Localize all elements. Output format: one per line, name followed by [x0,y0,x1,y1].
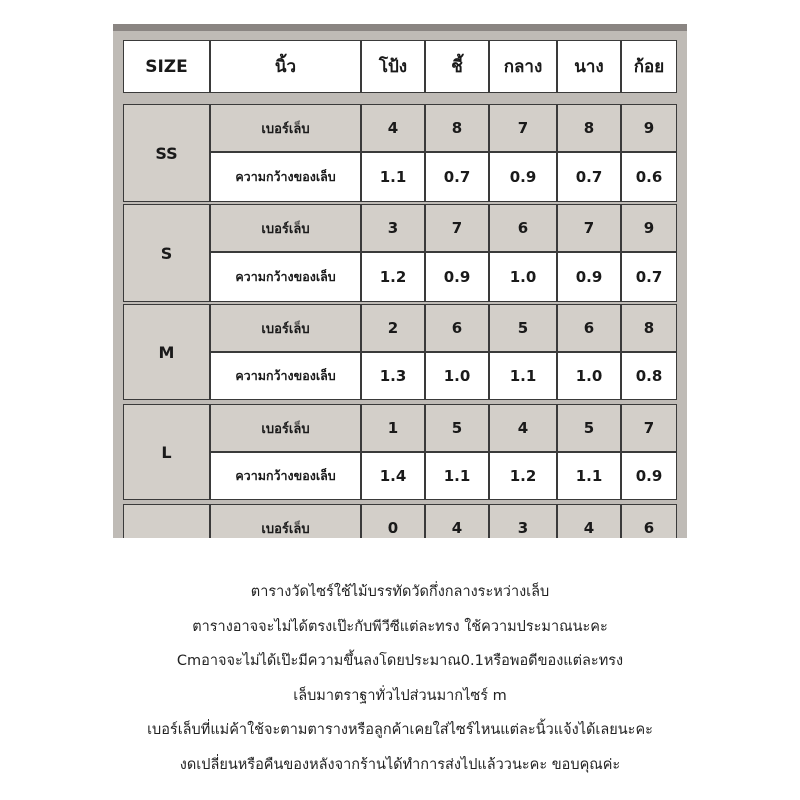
nail-width-cell: 1.0 [557,352,621,400]
nail-number-cell: 7 [557,204,621,252]
nail-number-cell: 3 [489,504,557,538]
note-line: ตารางอาจจะไม่ได้ตรงเป๊ะกับพีวีซีแต่ละทรง ใช้ความประมาณนะคะ [192,618,608,635]
nail-width-cell: 1.0 [425,352,489,400]
nail-width-cell: 0.9 [557,252,621,302]
nail-number-cell: 9 [621,204,677,252]
nail-width-cell: 1.1 [361,152,425,202]
header-ring: นาง [557,40,621,93]
nail-width-cell: 1.4 [361,452,425,500]
note-line: Cmอาจจะไม่ได้เป๊ะมีความขึ้นลงโดยประมาณ0.1หรือพอดีของแต่ละทรง [176,653,624,669]
nail-width-cell: 1.1 [425,452,489,500]
note-line: เล็บมาตราฐาทั่วไปส่วนมากไซร์ m [293,687,507,704]
nail-number-cell: 7 [621,404,677,452]
nail-number-cell: 5 [489,304,557,352]
nail-number-cell: 5 [425,404,489,452]
nail-number-cell: 9 [621,104,677,152]
nail-width-cell: 1.2 [489,452,557,500]
header-thumb: โป้ง [361,40,425,93]
nail-width-cell: 1.1 [557,452,621,500]
nail-width-cell: 0.7 [557,152,621,202]
nail-width-cell: 0.7 [425,152,489,202]
nail-width-label: ความกว้างของเล็บ [210,452,361,500]
nail-number-cell: 2 [361,304,425,352]
size-chart-table [113,31,687,538]
size-label-s: S [123,204,210,302]
header-pinky: ก้อย [621,40,677,93]
nail-width-cell: 1.0 [489,252,557,302]
nail-number-cell: 6 [489,204,557,252]
nail-width-cell: 0.7 [621,252,677,302]
nail-width-label: ความกว้างของเล็บ [210,152,361,202]
nail-number-cell: 3 [361,204,425,252]
top-divider-bar [113,24,687,31]
nail-number-cell: 8 [425,104,489,152]
nail-number-cell: 7 [489,104,557,152]
nail-number-cell: 4 [361,104,425,152]
nail-width-cell: 1.1 [489,352,557,400]
header-size: SIZE [123,40,210,93]
nail-width-label: ความกว้างของเล็บ [210,352,361,400]
nail-number-cell: 6 [621,504,677,538]
nail-number-cell: 8 [621,304,677,352]
nail-number-label: เบอร์เล็บ [210,304,361,352]
nail-number-cell: 4 [489,404,557,452]
nail-width-cell: 1.2 [361,252,425,302]
notes-block [0,575,800,782]
nail-number-cell: 0 [361,504,425,538]
size-label-ss: SS [123,104,210,202]
nail-number-label: เบอร์เล็บ [210,504,361,538]
nail-number-cell: 6 [557,304,621,352]
nail-number-cell: 4 [425,504,489,538]
nail-number-label: เบอร์เล็บ [210,104,361,152]
nail-number-cell: 4 [557,504,621,538]
nail-number-cell: 1 [361,404,425,452]
nail-width-cell: 0.9 [621,452,677,500]
note-line: เบอร์เล็บที่แม่ค้าใช้จะตามตารางหรือลูกค้าเคยใส่ไซร์ไหนแต่ละนิ้วแจ้งได้เลยนะคะ [147,722,653,738]
header-middle: กลาง [489,40,557,93]
note-line: ตารางวัดไซร์ใช้ไม้บรรทัดวัดกึ่งกลางระหว่างเล็บ [250,584,550,600]
nail-width-cell: 1.3 [361,352,425,400]
nail-number-cell: 6 [425,304,489,352]
nail-number-cell: 5 [557,404,621,452]
nail-number-cell: 7 [425,204,489,252]
nail-number-label: เบอร์เล็บ [210,204,361,252]
nail-width-cell: 0.9 [425,252,489,302]
nail-width-cell: 0.8 [621,352,677,400]
size-label-m: M [123,304,210,400]
note-line: งดเปลี่ยนหรือคืนของหลังจากร้านได้ทำการส่งไปแล้ววนะคะ ขอบคุณค่ะ [179,756,621,773]
size-label-cut [123,504,210,538]
nail-width-cell: 0.9 [489,152,557,202]
nail-number-label: เบอร์เล็บ [210,404,361,452]
nail-width-label: ความกว้างของเล็บ [210,252,361,302]
header-index: ชี้ [425,40,489,93]
nail-width-cell: 0.6 [621,152,677,202]
header-finger: นิ้ว [210,40,361,93]
size-label-l: L [123,404,210,500]
nail-number-cell: 8 [557,104,621,152]
